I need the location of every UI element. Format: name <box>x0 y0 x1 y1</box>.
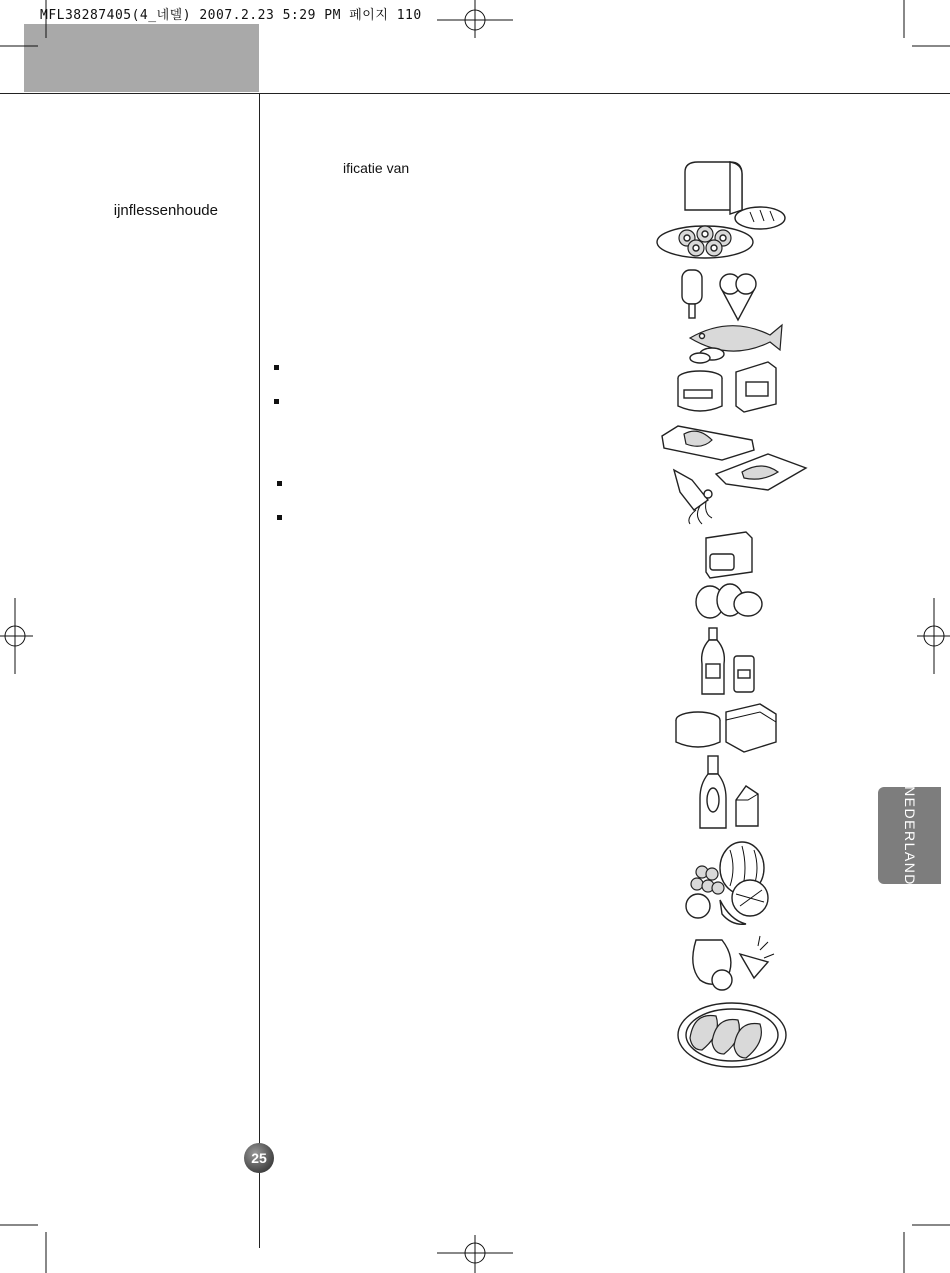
language-tab <box>878 787 941 884</box>
print-header: MFL38287405(4_네델) 2007.2.23 5:29 PM 페이지 110 <box>40 8 422 23</box>
page-number-badge: 25 <box>244 1143 274 1173</box>
canned-food-icon <box>678 362 776 412</box>
registration-mark-bottom <box>437 1235 513 1273</box>
squid-icon <box>674 470 712 524</box>
section-heading: ificatie van <box>343 160 410 176</box>
bottle-milk-icon <box>700 756 758 828</box>
registration-mark-right <box>917 598 950 674</box>
bread-icon <box>685 162 785 229</box>
language-tab-label: NEDERLAND <box>901 785 918 886</box>
food-containers-icon <box>676 704 776 752</box>
bullet-marker <box>277 481 282 486</box>
sidebar-heading: ijnflessenhoude <box>113 202 218 219</box>
food-illustrations <box>650 150 820 1080</box>
bottle-can-icon <box>702 628 754 694</box>
meat-plate-icon <box>678 1003 786 1067</box>
bullet-marker <box>274 399 279 404</box>
vegetables-icon <box>693 936 774 990</box>
fish-icon <box>690 325 782 363</box>
donuts-icon <box>657 226 753 258</box>
eggs-icon <box>696 584 762 618</box>
fruits-icon <box>686 842 768 924</box>
butter-icon <box>706 532 752 578</box>
bullet-marker <box>277 515 282 520</box>
ice-cream-icon <box>682 270 756 320</box>
registration-mark-top <box>437 0 513 38</box>
bullet-marker <box>274 365 279 370</box>
registration-mark-left <box>0 598 33 674</box>
